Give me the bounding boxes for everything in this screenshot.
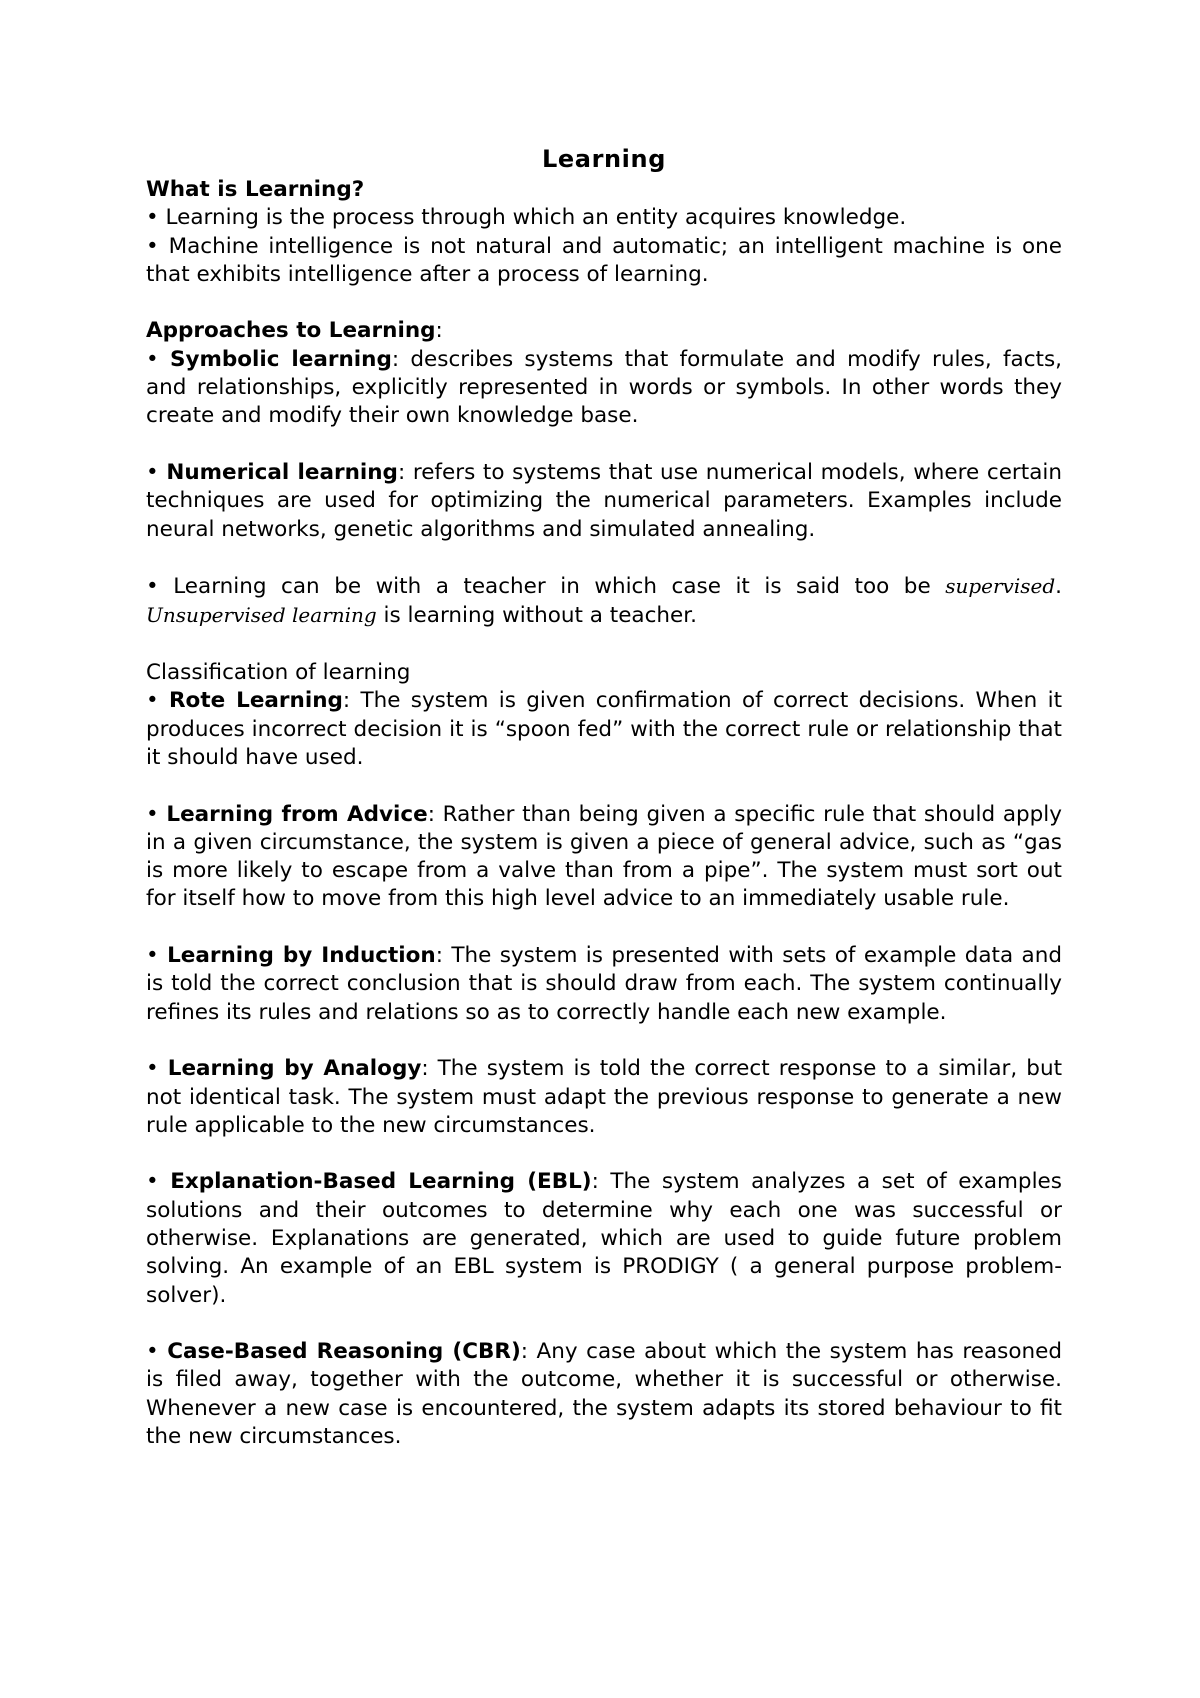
spacer xyxy=(146,289,1062,317)
classification-term: Case-Based Reasoning (CBR) xyxy=(167,1339,521,1365)
classification-text: : The system is presented with sets of example data and is told the correct conclusion that is should draw from each. The system continually refines its rules and relations so as to correctly handle each new example. xyxy=(146,943,1062,1025)
classification-item-analogy xyxy=(146,1055,1062,1140)
spacer xyxy=(146,631,1062,659)
supervised-term: supervised xyxy=(945,574,1056,599)
document-body xyxy=(146,142,1062,1451)
teacher-text-before: Learning can be with a teacher in which case it is said too be xyxy=(173,574,946,600)
classification-term: Learning by Induction xyxy=(167,943,436,969)
spacer xyxy=(146,1140,1062,1168)
bullet-symbol: • xyxy=(146,801,167,827)
classification-item-induction xyxy=(146,942,1062,1027)
classification-text: : Any case about which the system has reasoned is filed away, together with the outcome, whether it is successful or otherwise. Whenever a new case is encountered, the system adapts its stored behaviour to fit the new circumstances. xyxy=(146,1339,1062,1450)
approaches-heading xyxy=(146,317,1062,345)
approaches-heading-suffix: : xyxy=(435,318,443,344)
classification-term: Learning from Advice xyxy=(166,801,428,827)
classification-text: : The system analyzes a set of examples solutions and their outcomes to determine why each one was successful or otherwise. Explanations are generated, which are used to guide future problem solving. An example of an EBL system is PRODIGY ( a general purpose problem-solver). xyxy=(146,1169,1062,1308)
approach-term: Symbolic learning xyxy=(169,346,392,372)
classification-item-ebl xyxy=(146,1168,1062,1309)
unsupervised-term: Unsupervised learning xyxy=(146,603,377,628)
spacer xyxy=(146,431,1062,459)
classification-item-advice xyxy=(146,801,1062,914)
bullet-symbol: • xyxy=(146,459,167,485)
approach-term: Numerical learning xyxy=(166,459,398,485)
what-is-bullet-1 xyxy=(146,204,1062,232)
what-is-bullet-2 xyxy=(146,233,1062,290)
classification-term: Rote Learning xyxy=(169,688,343,714)
what-is-learning-heading: What is Learning? xyxy=(146,177,365,202)
teacher-paragraph xyxy=(146,572,1062,631)
bullet-symbol: • xyxy=(146,943,168,969)
classification-item-cbr xyxy=(146,1338,1062,1451)
classification-text: : The system is given confirmation of correct decisions. When it produces incorrect decision it is “spoon fed” with the correct rule or relationship that it should have used. xyxy=(146,688,1062,770)
spacer xyxy=(146,914,1062,942)
approach-item-symbolic xyxy=(146,346,1062,431)
approach-item-numerical xyxy=(146,459,1062,544)
bullet-symbol: • xyxy=(146,1339,168,1365)
spacer xyxy=(146,544,1062,572)
spacer xyxy=(146,1310,1062,1338)
spacer xyxy=(146,1027,1062,1055)
classification-text: : The system is told the correct response to a similar, but not identical task. The system must adapt the previous response to generate a new rule applicable to the new circumstances. xyxy=(146,1056,1062,1138)
teacher-text-after: is learning without a teacher. xyxy=(376,603,697,629)
bullet-symbol: • xyxy=(146,1169,171,1195)
document-title: Learning xyxy=(542,145,666,173)
bullet-symbol: • xyxy=(146,574,174,600)
bullet-symbol: • xyxy=(146,1056,168,1082)
approach-text: : describes systems that formulate and modify rules, facts, and relationships, explicitly represented in words or symbols. In other words they create and modify their own knowledge base. xyxy=(146,346,1062,429)
bullet-text: Learning is the process through which an entity acquires knowledge. xyxy=(165,205,907,231)
bullet-symbol: • xyxy=(146,205,166,231)
teacher-text-middle: . xyxy=(1055,574,1062,600)
bullet-symbol: • xyxy=(146,688,169,714)
bullet-symbol: • xyxy=(146,233,169,259)
classification-text: : Rather than being given a specific rule that should apply in a given circumstance, the system is given a piece of general advice, such as “gas is more likely to escape from a valve than from a pipe”. The system must sort out for itself how to move from this high level advice to an immediately usable rule. xyxy=(146,801,1062,912)
approaches-heading-text: Approaches to Learning xyxy=(146,318,436,344)
classification-item-rote xyxy=(146,687,1062,772)
classification-term: Learning by Analogy xyxy=(167,1056,422,1082)
spacer xyxy=(146,772,1062,800)
approach-text: : refers to systems that use numerical models, where certain techniques are used for optimizing the numerical parameters. Examples include neural networks, genetic algorithms and simulated annealing. xyxy=(146,459,1062,542)
bullet-text: Machine intelligence is not natural and automatic; an intelligent machine is one that exhibits intelligence after a process of learning. xyxy=(146,233,1062,287)
classification-term: Explanation-Based Learning (EBL) xyxy=(170,1169,592,1195)
classification-heading: Classification of learning xyxy=(146,660,411,686)
bullet-symbol: • xyxy=(146,346,170,372)
